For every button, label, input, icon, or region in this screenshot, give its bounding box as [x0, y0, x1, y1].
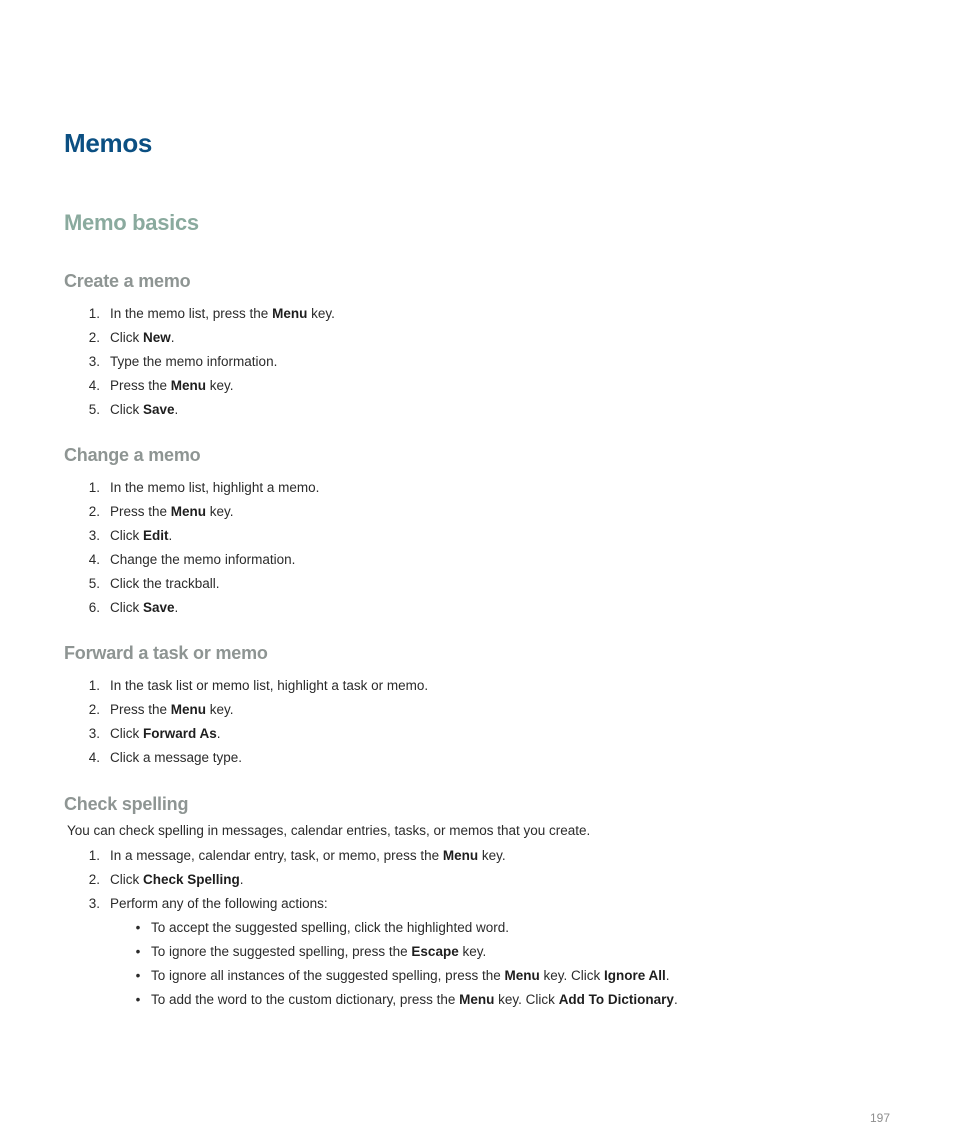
bullet-icon: • [135, 944, 141, 959]
check-spelling-intro: You can check spelling in messages, calendar entries, tasks, or memos that you create. [67, 823, 591, 838]
change-memo-heading: Change a memo [64, 445, 201, 465]
page-title: Memos [64, 128, 153, 158]
bullet-icon: • [135, 968, 141, 983]
page-number: 197 [869, 1111, 890, 1125]
section-heading: Memo basics [64, 210, 199, 235]
create-memo-heading: Create a memo [64, 271, 191, 291]
bullet-icon: • [135, 992, 141, 1007]
bullet-icon: • [135, 920, 141, 935]
forward-memo-heading: Forward a task or memo [64, 643, 268, 663]
check-spelling-heading: Check spelling [64, 794, 189, 814]
document-page: Memos Memo basics Create a memo 1. In the memo list, press the Menu key. 2. Click New. 3. Type the memo information. 4. Press the Menu key. 5. Click Save. Change a memo 1. In the memo list, highlight a memo. 2. Press the Menu key. 3. Click Edit. 4. Change the memo information. 5. Click the trackball. 6. Click Save. Forward a task or memo 1. In the task list or memo list, highlight a task or memo. 2. Press the Menu key. 3. Click Forward As. 4. Click a message type. Check spelling You can check spelling in messages, calendar entries, tasks, or memos that you create. 1. In a message, calendar entry, task, or memo, press the Menu key. 2. Click Check Spelling. 3. Perform any of the following actions: • To accept the suggested spelling, click the highlighted word. • To ignore the suggested spelling, press the Escape key. • To ignore all instances of the suggested spelling, press the Menu key. Click Ignore All. • To add the word to the custom dictionary, press the Menu key. Click Add To Dictionary. 197 [64, 128, 890, 1125]
